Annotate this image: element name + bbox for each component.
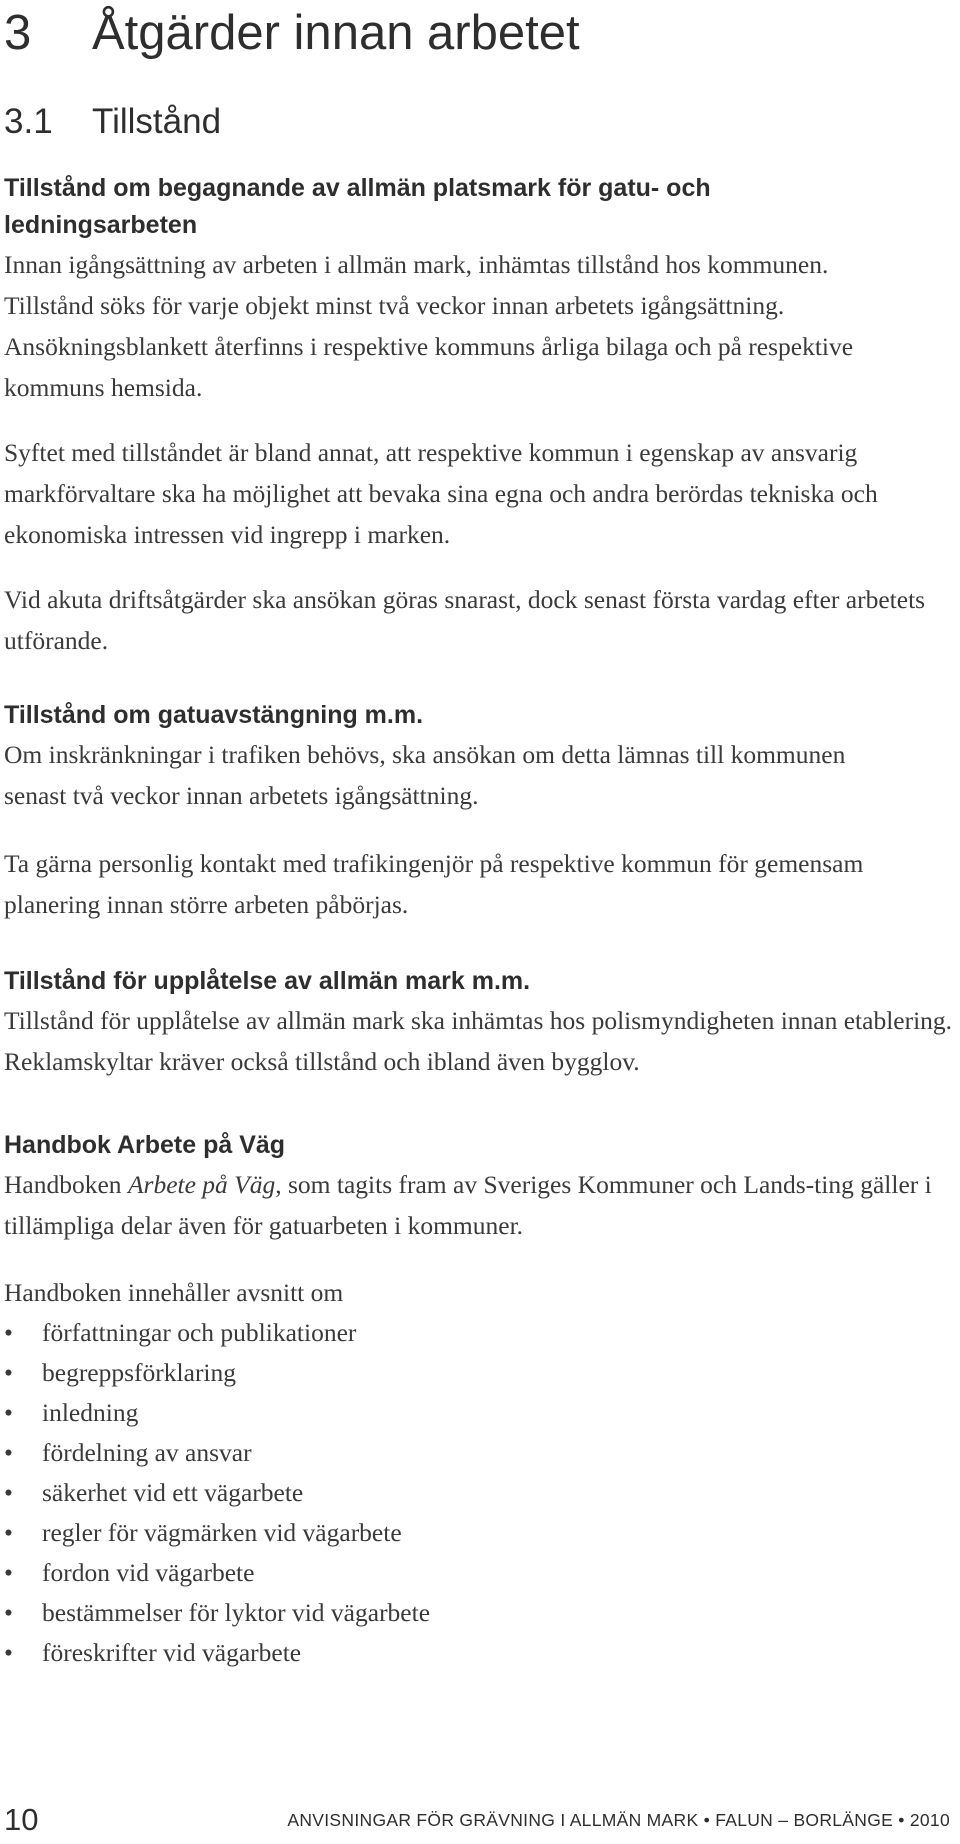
section-title: Tillstånd bbox=[92, 102, 222, 141]
permit-land-lease-heading: Tillstånd för upplåtelse av allmän mark m.m. bbox=[4, 967, 531, 995]
traffic-contact-paragraph-block bbox=[4, 843, 954, 925]
handbook-contents bbox=[4, 1272, 954, 1673]
permit-street-closure-section bbox=[4, 697, 954, 816]
permit-street-closure-heading: Tillstånd om gatuavstängning m.m. bbox=[4, 701, 424, 729]
list-item-text: författningar och publikationer bbox=[42, 1318, 357, 1347]
bullet-icon: • bbox=[4, 1318, 13, 1347]
handbook-heading: Handbok Arbete på Väg bbox=[4, 1131, 286, 1159]
handbook-list-intro: Handboken innehåller avsnitt om bbox=[4, 1278, 344, 1307]
bullet-icon: • bbox=[4, 1638, 13, 1667]
emergency-paragraph-block bbox=[4, 579, 934, 661]
bullet-icon: • bbox=[4, 1398, 13, 1427]
list-item bbox=[4, 1393, 954, 1433]
bullet-icon: • bbox=[4, 1358, 13, 1387]
permit-public-land-heading: Tillstånd om begagnande av allmän platsmark för gatu- och ledningsarbeten bbox=[4, 174, 711, 239]
bullet-icon: • bbox=[4, 1598, 13, 1627]
list-item-text: regler för vägmärken vid vägarbete bbox=[42, 1518, 402, 1547]
handbook-section bbox=[4, 1127, 954, 1246]
page-footer bbox=[4, 1802, 950, 1838]
handbook-title-italic: Arbete på Väg bbox=[127, 1170, 276, 1199]
running-title: ANVISNINGAR FÖR GRÄVNING I ALLMÄN MARK • FALUN – BORLÄNGE • 2010 bbox=[287, 1810, 950, 1830]
list-item bbox=[4, 1593, 954, 1633]
section-heading bbox=[4, 100, 221, 144]
permit-land-lease-section bbox=[4, 963, 954, 1082]
chapter-number: 3 bbox=[4, 6, 32, 60]
bullet-icon: • bbox=[4, 1558, 13, 1587]
list-item-text: fordon vid vägarbete bbox=[42, 1558, 255, 1587]
list-item bbox=[4, 1433, 954, 1473]
list-item bbox=[4, 1353, 954, 1393]
list-item-text: föreskrifter vid vägarbete bbox=[42, 1638, 302, 1667]
page-number: 10 bbox=[4, 1802, 39, 1837]
permit-street-closure-para1: Om inskränkningar i trafiken behövs, ska ansökan om detta lämnas till kommunen senast två veckor innan arbetets igångsättning. bbox=[4, 740, 846, 810]
list-item bbox=[4, 1513, 954, 1553]
bullet-icon: • bbox=[4, 1478, 13, 1507]
list-item-text: bestämmelser för lyktor vid vägarbete bbox=[42, 1598, 431, 1627]
handbook-contents-list bbox=[4, 1313, 954, 1673]
list-item-text: fördelning av ansvar bbox=[42, 1438, 252, 1467]
list-item-text: inledning bbox=[42, 1398, 139, 1427]
emergency-paragraph: Vid akuta driftsåtgärder ska ansökan göras snarast, dock senast första vardag efter arbetets utförande. bbox=[4, 585, 926, 655]
traffic-contact-paragraph: Ta gärna personlig kontakt med trafikingenjör på respektive kommun för gemensam planering innan större arbeten påbörjas. bbox=[4, 849, 864, 919]
permit-public-land-para1: Innan igångsättning av arbeten i allmän mark, inhämtas tillstånd hos kommunen. Tillstånd söks för varje objekt minst två veckor innan arbetets igångsättning. Ansökningsblankett återfinns i respektive kommuns årliga bilaga och på respektive kommuns hemsida. bbox=[4, 250, 854, 402]
handbook-para1-pre: Handboken bbox=[4, 1170, 128, 1199]
permit-public-land-section bbox=[4, 170, 884, 408]
permit-land-lease-para1: Tillstånd för upplåtelse av allmän mark ska inhämtas hos polismyndigheten innan etablering. Reklamskyltar kräver också tillstånd och ibland även bygglov. bbox=[4, 1006, 953, 1076]
bullet-icon: • bbox=[4, 1518, 13, 1547]
list-item bbox=[4, 1633, 954, 1673]
chapter-heading bbox=[4, 4, 580, 62]
list-item-text: säkerhet vid ett vägarbete bbox=[42, 1478, 304, 1507]
list-item-text: begreppsförklaring bbox=[42, 1358, 237, 1387]
section-number: 3.1 bbox=[4, 102, 53, 141]
permit-purpose-paragraph: Syftet med tillståndet är bland annat, att respektive kommun i egenskap av ansvarig markförvaltare ska ha möjlighet att bevaka sina egna och andra berördas tekniska och ekonomiska intressen vid ingrepp i marken. bbox=[4, 438, 878, 549]
bullet-icon: • bbox=[4, 1438, 13, 1467]
handbook-para1-post: , som tagits fram av Sveriges Kommuner och Lands-ting gäller i tillämpliga delar även för gatuarbeten i kommuner. bbox=[4, 1170, 932, 1240]
permit-purpose-paragraph-block bbox=[4, 432, 904, 555]
handbook-para1 bbox=[4, 1164, 944, 1246]
list-item bbox=[4, 1553, 954, 1593]
chapter-title: Åtgärder innan arbetet bbox=[92, 6, 580, 60]
list-item bbox=[4, 1313, 954, 1353]
list-item bbox=[4, 1473, 954, 1513]
